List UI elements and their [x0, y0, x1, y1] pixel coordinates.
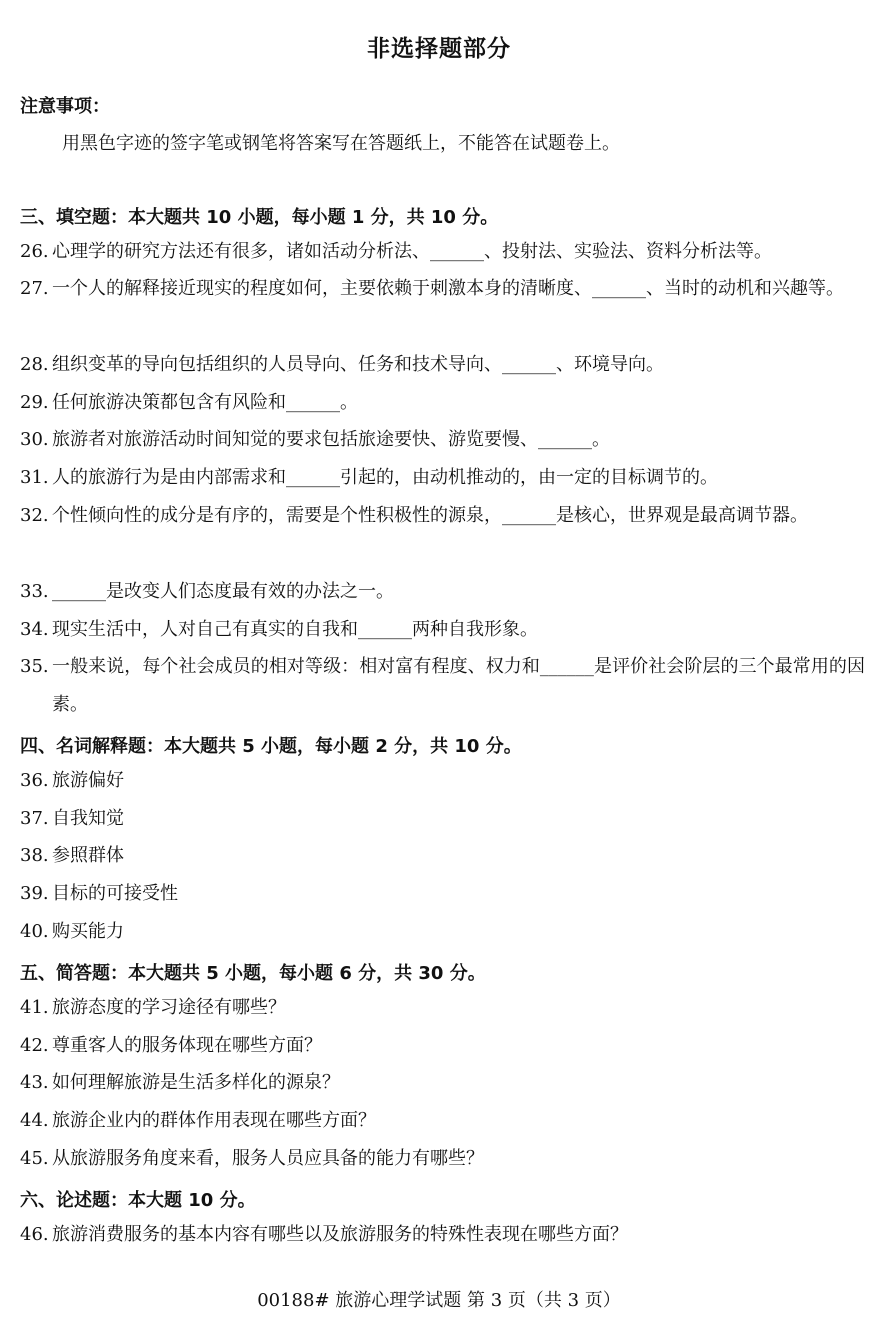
question-text: 个性倾向性的成分是有序的，需要是个性积极性的源泉，______是核心，世界观是最高调节器。 [52, 505, 808, 526]
question-text: 旅游者对旅游活动时间知觉的要求包括旅途要快、游览要慢、______。 [52, 429, 610, 450]
question-text: ______是改变人们态度最有效的办法之一。 [52, 581, 394, 602]
question-number: 38. [20, 845, 49, 866]
question-number: 46. [20, 1224, 49, 1245]
question-40 [20, 913, 865, 951]
question-35 [20, 648, 865, 723]
question-text: 现实生活中，人对自己有真实的自我和______两种自我形象。 [52, 619, 538, 640]
question-number: 32. [20, 505, 49, 526]
question-text: 旅游企业内的群体作用表现在哪些方面？ [52, 1110, 376, 1131]
question-29 [20, 384, 865, 422]
question-number: 39. [20, 883, 49, 904]
question-text: 从旅游服务角度来看，服务人员应具备的能力有哪些？ [52, 1148, 484, 1169]
question-31 [20, 459, 865, 497]
question-text: 旅游态度的学习途径有哪些？ [52, 997, 286, 1018]
question-39 [20, 875, 865, 913]
question-46 [20, 1216, 865, 1254]
question-text: 组织变革的导向包括组织的人员导向、任务和技术导向、______、环境导向。 [52, 354, 664, 375]
question-number: 35. [20, 656, 49, 677]
notice-text: 用黑色字迹的签字笔或钢笔将答案写在答题纸上，不能答在试题卷上。 [62, 133, 620, 154]
question-number: 43. [20, 1072, 49, 1093]
question-number: 41. [20, 997, 49, 1018]
question-28 [20, 346, 865, 384]
question-33 [20, 573, 865, 611]
question-37 [20, 800, 865, 838]
question-number: 30. [20, 429, 49, 450]
question-text: 自我知觉 [52, 808, 124, 829]
question-36 [20, 762, 865, 800]
section-heading-fill-blank: 三、填空题：本大题共 10 小题，每小题 1 分，共 10 分。 [20, 207, 499, 228]
section-heading-terms: 四、名词解释题：本大题共 5 小题，每小题 2 分，共 10 分。 [20, 736, 522, 757]
question-43 [20, 1064, 865, 1102]
question-number: 31. [20, 467, 49, 488]
notice-heading: 注意事项： [20, 96, 110, 117]
question-number: 37. [20, 808, 49, 829]
question-text: 任何旅游决策都包含有风险和______。 [52, 392, 358, 413]
question-32 [20, 497, 865, 535]
page-title: 非选择题部分 [367, 36, 511, 62]
section-heading-essay: 六、论述题：本大题 10 分。 [20, 1190, 256, 1211]
section-heading-short-answer: 五、简答题：本大题共 5 小题，每小题 6 分，共 30 分。 [20, 963, 486, 984]
question-text: 一个人的解释接近现实的程度如何，主要依赖于刺激本身的清晰度、______、当时的动机和兴趣等。 [52, 278, 844, 299]
question-text: 目标的可接受性 [52, 883, 178, 904]
question-number: 40. [20, 921, 49, 942]
page-footer: 00188# 旅游心理学试题 第 3 页（共 3 页） [257, 1290, 621, 1311]
question-26 [20, 233, 865, 271]
question-34 [20, 611, 865, 649]
question-number: 28. [20, 354, 49, 375]
question-number: 33. [20, 581, 49, 602]
question-number: 44. [20, 1110, 49, 1131]
question-text: 心理学的研究方法还有很多，诸如活动分析法、______、投射法、实验法、资料分析法等。 [52, 241, 772, 262]
question-text: 如何理解旅游是生活多样化的源泉？ [52, 1072, 340, 1093]
question-text: 购买能力 [52, 921, 124, 942]
question-number: 26. [20, 241, 49, 262]
question-41 [20, 989, 865, 1027]
question-number: 29. [20, 392, 49, 413]
question-text: 参照群体 [52, 845, 124, 866]
question-text: 人的旅游行为是由内部需求和______引起的，由动机推动的，由一定的目标调节的。 [52, 467, 718, 488]
question-text: 尊重客人的服务体现在哪些方面？ [52, 1035, 322, 1056]
question-number: 34. [20, 619, 49, 640]
question-text: 旅游偏好 [52, 770, 124, 791]
question-27 [20, 270, 865, 308]
question-number: 45. [20, 1148, 49, 1169]
question-30 [20, 421, 865, 459]
question-38 [20, 837, 865, 875]
question-number: 42. [20, 1035, 49, 1056]
question-text: 旅游消费服务的基本内容有哪些以及旅游服务的特殊性表现在哪些方面？ [52, 1224, 628, 1245]
question-text: 一般来说，每个社会成员的相对等级：相对富有程度、权力和______是评价社会阶层的三个最常用的因素。 [52, 656, 865, 715]
question-44 [20, 1102, 865, 1140]
question-number: 27. [20, 278, 49, 299]
question-number: 36. [20, 770, 49, 791]
question-45 [20, 1140, 865, 1178]
question-42 [20, 1027, 865, 1065]
